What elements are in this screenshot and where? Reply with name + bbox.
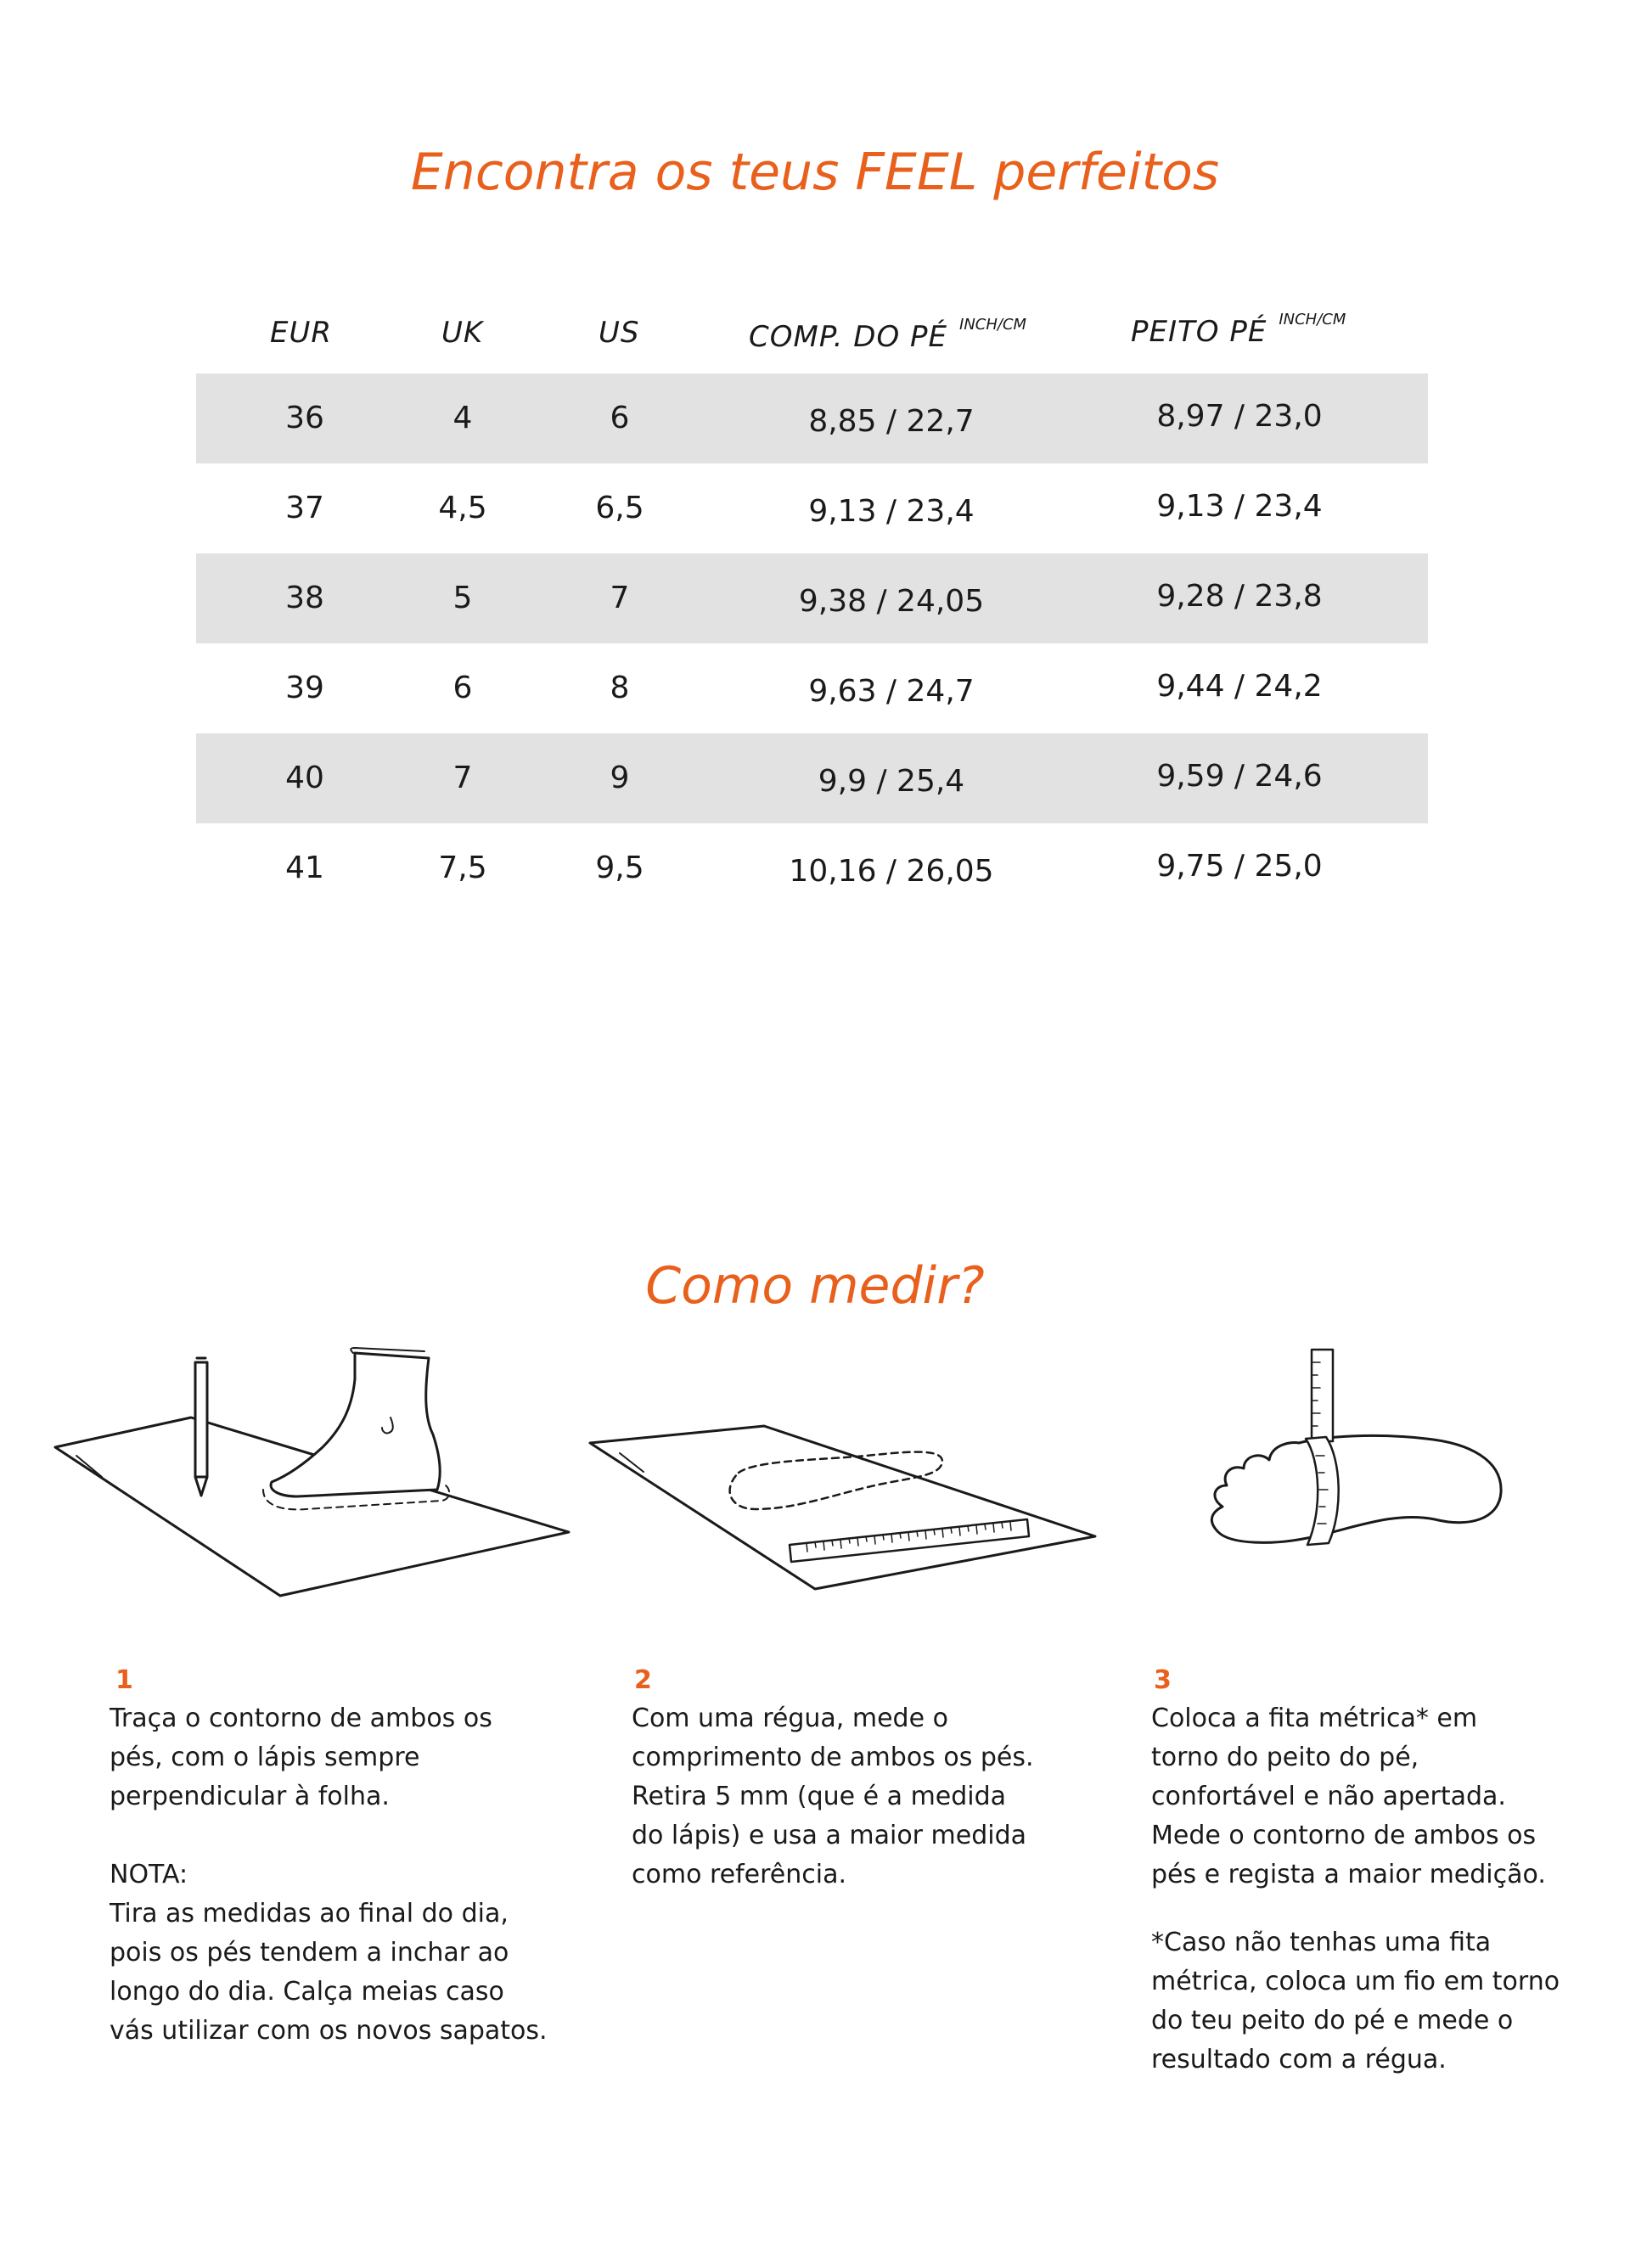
header-us: US bbox=[599, 316, 640, 350]
table-row bbox=[196, 643, 1428, 733]
cell-uk: 5 bbox=[452, 581, 473, 615]
cell-instep: 9,59 / 24,6 bbox=[1156, 759, 1323, 794]
cell-uk: 4 bbox=[452, 401, 473, 435]
table-row bbox=[196, 823, 1428, 913]
step-3-text: Coloca a fita métrica* em torno do peito do pé, confortável e não apertada. Mede o contorno de ambos os pés e regista a maior medição. bbox=[1151, 1704, 1546, 1889]
how-to-measure-title: Como medir? bbox=[645, 1256, 985, 1316]
table-row bbox=[196, 373, 1428, 463]
table-row bbox=[196, 553, 1428, 643]
cell-length: 9,63 / 24,7 bbox=[808, 674, 975, 709]
table-row bbox=[196, 733, 1428, 823]
cell-eur: 39 bbox=[285, 671, 324, 705]
cell-instep: 8,97 / 23,0 bbox=[1156, 399, 1323, 434]
cell-uk: 7 bbox=[452, 761, 473, 795]
step-number-3: 3 bbox=[1154, 1665, 1172, 1695]
header-eur: EUR bbox=[270, 316, 332, 350]
header-instep bbox=[1131, 311, 1346, 349]
cell-eur: 36 bbox=[285, 401, 324, 435]
header-foot-length bbox=[749, 316, 1026, 354]
step-number-1: 1 bbox=[115, 1665, 133, 1695]
cell-us: 6 bbox=[610, 401, 630, 435]
step-1-note-label: NOTA: bbox=[110, 1860, 188, 1889]
cell-length: 10,16 / 26,05 bbox=[789, 854, 994, 889]
step-1-text: Traça o contorno de ambos os pés, com o lápis sempre perpendicular à folha. bbox=[110, 1704, 492, 1811]
cell-eur: 37 bbox=[285, 491, 324, 525]
footprint-ruler-icon bbox=[586, 1409, 1112, 1604]
cell-instep: 9,13 / 23,4 bbox=[1156, 489, 1323, 524]
header-uk: UK bbox=[441, 316, 484, 350]
cell-length: 9,9 / 25,4 bbox=[818, 764, 965, 799]
cell-uk: 4,5 bbox=[438, 491, 487, 525]
cell-uk: 7,5 bbox=[438, 850, 487, 885]
header-foot-length-unit: INCH/CM bbox=[959, 316, 1027, 334]
step-3-footnote: *Caso não tenhas uma fita métrica, coloca um fio em torno do teu peito do pé e mede o resultado com a régua. bbox=[1151, 1928, 1560, 2074]
cell-us: 6,5 bbox=[595, 491, 644, 525]
foot-trace-icon bbox=[51, 1341, 577, 1613]
cell-us: 9,5 bbox=[595, 850, 644, 885]
cell-instep: 9,28 / 23,8 bbox=[1156, 579, 1323, 614]
step-3-text-block bbox=[1151, 1699, 1610, 2080]
header-foot-length-label: COMP. DO PÉ bbox=[749, 320, 948, 354]
cell-length: 9,13 / 23,4 bbox=[808, 494, 975, 529]
step-2-text: Com uma régua, mede o comprimento de ambos os pés. Retira 5 mm (que é a medida do lápis) e usa a maior medida como referência. bbox=[632, 1704, 1034, 1889]
step-1-note-text: Tira as medidas ao final do dia, pois os pés tendem a inchar ao longo do dia. Calça meias caso vás utilizar com os novos sapatos. bbox=[110, 1899, 548, 2046]
table-row bbox=[196, 463, 1428, 553]
cell-us: 8 bbox=[610, 671, 630, 705]
cell-eur: 40 bbox=[285, 761, 324, 795]
cell-eur: 41 bbox=[285, 850, 324, 885]
step-1-text-block bbox=[110, 1699, 585, 2051]
header-instep-unit: INCH/CM bbox=[1279, 311, 1346, 328]
header-instep-label: PEITO PÉ bbox=[1131, 315, 1267, 349]
page-title: Encontra os teus FEEL perfeitos bbox=[410, 143, 1220, 202]
step-number-2: 2 bbox=[634, 1665, 652, 1695]
cell-length: 9,38 / 24,05 bbox=[798, 584, 985, 619]
cell-us: 9 bbox=[610, 761, 630, 795]
step-2-text-block bbox=[632, 1699, 1107, 1895]
cell-length: 8,85 / 22,7 bbox=[808, 404, 975, 439]
cell-instep: 9,75 / 25,0 bbox=[1156, 849, 1323, 884]
cell-uk: 6 bbox=[452, 671, 473, 705]
cell-eur: 38 bbox=[285, 581, 324, 615]
cell-us: 7 bbox=[610, 581, 630, 615]
cell-instep: 9,44 / 24,2 bbox=[1156, 669, 1323, 704]
measuring-tape-foot-icon bbox=[1180, 1341, 1537, 1562]
